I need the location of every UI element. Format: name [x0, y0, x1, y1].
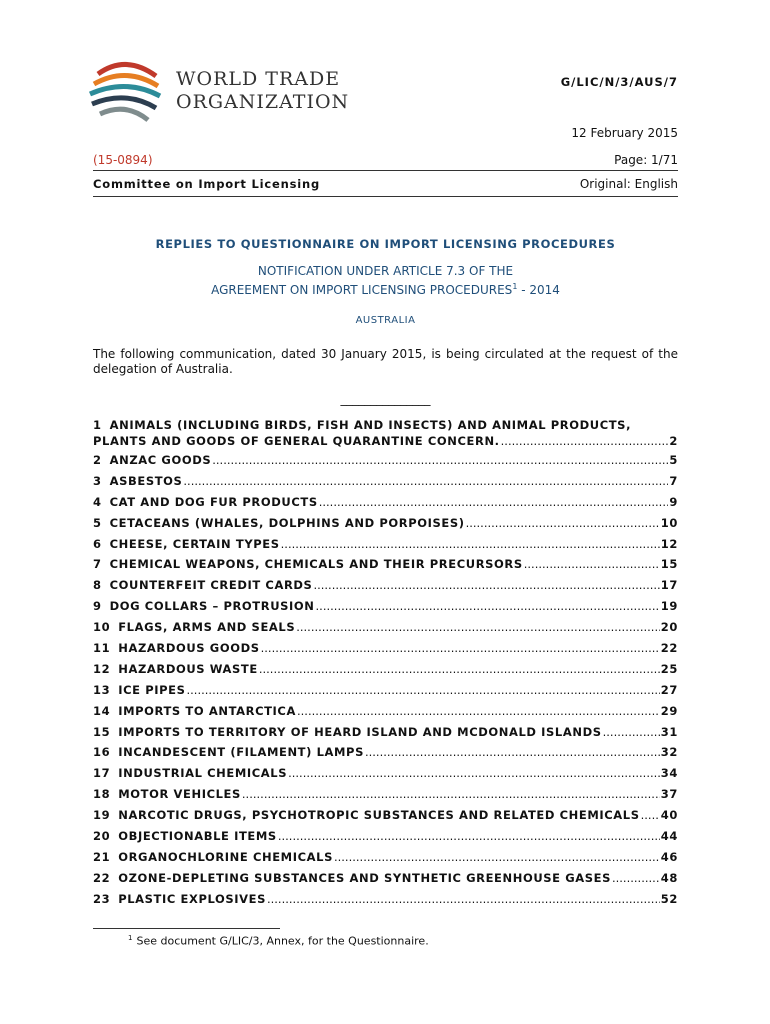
- toc-item[interactable]: [93, 418, 678, 453]
- toc-leader-dots: [641, 808, 660, 822]
- toc-item-page: 44: [660, 829, 678, 844]
- footnote: [128, 934, 429, 948]
- toc-item-page: 9: [669, 494, 678, 509]
- subtitle-year: - 2014: [517, 283, 560, 297]
- toc-item-label: COUNTERFEIT CREDIT CARDS: [109, 578, 313, 593]
- toc-leader-dots: [261, 641, 660, 655]
- org-name-line2: ORGANIZATION: [176, 91, 350, 113]
- toc-leader-dots: [296, 620, 660, 634]
- toc-item-page: 29: [660, 703, 678, 718]
- intro-paragraph: The following communication, dated 30 January 2015, is being circulated at the request of the delegation of Australia.: [93, 347, 678, 376]
- toc-item-label: INDUSTRIAL CHEMICALS: [118, 766, 288, 781]
- toc-item-number: 5: [93, 515, 102, 530]
- toc-item-page: 37: [660, 787, 678, 802]
- toc-item-label: PLASTIC EXPLOSIVES: [118, 891, 266, 906]
- wto-logo: [86, 60, 350, 130]
- subtitle-line2-text: AGREEMENT ON IMPORT LICENSING PROCEDURES: [211, 283, 513, 297]
- original-language: Original: English: [579, 177, 678, 191]
- toc-leader-dots: [267, 892, 660, 906]
- toc-item[interactable]: [93, 578, 678, 599]
- toc-item-label: NARCOTIC DRUGS, PSYCHOTROPIC SUBSTANCES AND RELATED CHEMICALS: [118, 808, 640, 823]
- toc-item[interactable]: [93, 516, 678, 537]
- toc-item-number: 9: [93, 599, 102, 614]
- toc-item-label: OZONE-DEPLETING SUBSTANCES AND SYNTHETIC GREENHOUSE GASES: [118, 870, 611, 885]
- footnote-text: See document G/LIC/3, Annex, for the Questionnaire.: [136, 934, 429, 948]
- toc-leader-dots: [278, 829, 660, 843]
- toc-item-page: 52: [660, 891, 678, 906]
- toc-item[interactable]: [93, 892, 678, 913]
- toc-item-label: ICE PIPES: [118, 682, 186, 697]
- toc-item-number: 15: [93, 724, 111, 739]
- toc-item-number: 10: [93, 620, 111, 635]
- toc-item-page: 10: [660, 515, 678, 530]
- toc-item-label: CAT AND DOG FUR PRODUCTS: [109, 494, 318, 509]
- toc-item[interactable]: [93, 704, 678, 725]
- subtitle-line1: NOTIFICATION UNDER ARTICLE 7.3 OF THE: [257, 264, 514, 278]
- header-divider-lower: [93, 196, 678, 197]
- toc-item[interactable]: [93, 725, 678, 746]
- toc-item-number: 13: [93, 682, 111, 697]
- toc-item-page: 48: [660, 870, 678, 885]
- toc-item-number: 21: [93, 849, 111, 864]
- toc-item-number: 3: [93, 473, 102, 488]
- toc-item[interactable]: [93, 808, 678, 829]
- toc-item-page: 17: [660, 578, 678, 593]
- toc-item-number: 11: [93, 641, 111, 656]
- toc-item-number: 2: [93, 453, 102, 467]
- toc-item-number: 4: [93, 494, 102, 509]
- toc-item-label: HAZARDOUS WASTE: [118, 661, 258, 676]
- toc-item-label: IMPORTS TO ANTARCTICA: [118, 703, 296, 718]
- toc-item-page: 22: [660, 641, 678, 656]
- toc-leader-dots: [186, 683, 659, 697]
- toc-item-label: ANZAC GOODS: [109, 453, 212, 467]
- toc-item-label: MOTOR VEHICLES: [118, 787, 241, 802]
- toc-item[interactable]: [93, 787, 678, 808]
- subtitle-line2: [93, 279, 678, 298]
- toc-item-number: 6: [93, 536, 102, 551]
- toc-item[interactable]: [93, 537, 678, 558]
- toc-item-label: CHEESE, CERTAIN TYPES: [109, 536, 280, 551]
- toc-leader-dots: [242, 787, 660, 801]
- toc-leader-dots: [281, 537, 660, 551]
- toc-item-page: 40: [660, 808, 678, 823]
- toc-item-number: 8: [93, 578, 102, 593]
- toc-item-number: 17: [93, 766, 111, 781]
- organization-name: [176, 68, 349, 114]
- toc-item-page: 34: [660, 766, 678, 781]
- toc-item-number: 14: [93, 703, 111, 718]
- toc-item[interactable]: [93, 829, 678, 850]
- toc-item-label: IMPORTS TO TERRITORY OF HEARD ISLAND AND MCDONALD ISLANDS: [118, 724, 602, 739]
- table-of-contents: [93, 418, 678, 913]
- toc-item[interactable]: [93, 850, 678, 871]
- toc-item-number: 7: [93, 557, 102, 572]
- wto-emblem-icon: [86, 60, 166, 130]
- toc-item-number: 22: [93, 870, 111, 885]
- toc-leader-dots: [259, 662, 660, 676]
- toc-item[interactable]: [93, 766, 678, 787]
- toc-item-label: ANIMALS (INCLUDING BIRDS, FISH AND INSECTS) AND ANIMAL PRODUCTS,: [109, 418, 632, 432]
- toc-item-label: FLAGS, ARMS AND SEALS: [118, 620, 296, 635]
- toc-item-page: 46: [660, 849, 678, 864]
- toc-item-number: 19: [93, 808, 111, 823]
- toc-leader-dots: [183, 474, 668, 488]
- footnote-divider: [93, 928, 280, 929]
- page-info: Page: 1/71: [614, 153, 678, 167]
- toc-item-page: 31: [660, 724, 678, 739]
- country-name: AUSTRALIA: [355, 315, 416, 326]
- footnote-reference[interactable]: 1: [512, 282, 518, 291]
- toc-item[interactable]: [93, 474, 678, 495]
- committee-name: Committee on Import Licensing: [93, 177, 320, 191]
- toc-item-number: 18: [93, 787, 111, 802]
- toc-item[interactable]: [93, 453, 678, 474]
- toc-item-page: 12: [660, 536, 678, 551]
- toc-item[interactable]: [93, 871, 678, 892]
- toc-item[interactable]: [93, 557, 678, 578]
- document-date: 12 February 2015: [571, 126, 678, 140]
- toc-item-page: 20: [660, 620, 678, 635]
- toc-leader-dots: [334, 850, 660, 864]
- toc-list: [93, 453, 678, 913]
- toc-item-label: OBJECTIONABLE ITEMS: [118, 829, 277, 844]
- toc-item-page: 27: [660, 682, 678, 697]
- toc-item[interactable]: [93, 599, 678, 620]
- toc-item-page: 2: [669, 434, 678, 448]
- document-subtitle: [93, 264, 678, 298]
- toc-item[interactable]: [93, 683, 678, 704]
- toc-leader-dots: [316, 599, 660, 613]
- toc-item-label: CHEMICAL WEAPONS, CHEMICALS AND THEIR PRECURSORS: [109, 557, 523, 572]
- toc-item[interactable]: [93, 662, 678, 683]
- toc-leader-dots: [319, 495, 669, 509]
- toc-item[interactable]: [93, 620, 678, 641]
- toc-leader-dots: [501, 434, 669, 448]
- document-title: REPLIES TO QUESTIONNAIRE ON IMPORT LICENSING PROCEDURES: [155, 237, 616, 251]
- toc-item-label-continued: PLANTS AND GOODS OF GENERAL QUARANTINE CONCERN.: [93, 434, 500, 448]
- toc-item-page: 7: [669, 473, 678, 488]
- toc-leader-dots: [365, 745, 660, 759]
- section-separator: _______________: [340, 392, 431, 406]
- toc-item-number: 23: [93, 891, 111, 906]
- toc-leader-dots: [524, 557, 660, 571]
- toc-leader-dots: [612, 871, 660, 885]
- toc-item-page: 19: [660, 599, 678, 614]
- toc-item-page: 5: [669, 453, 678, 467]
- toc-leader-dots: [212, 453, 668, 467]
- toc-item-label: CETACEANS (WHALES, DOLPHINS AND PORPOISES): [109, 515, 465, 530]
- toc-item-label: HAZARDOUS GOODS: [118, 641, 260, 656]
- toc-item[interactable]: [93, 745, 678, 766]
- job-number: (15-0894): [93, 153, 153, 167]
- toc-item-label: INCANDESCENT (FILAMENT) LAMPS: [118, 745, 364, 760]
- toc-item-number: 20: [93, 829, 111, 844]
- toc-leader-dots: [466, 516, 660, 530]
- toc-item[interactable]: [93, 495, 678, 516]
- org-name-line1: WORLD TRADE: [176, 68, 341, 90]
- toc-item-number: 1: [93, 418, 102, 432]
- toc-item-label: DOG COLLARS – PROTRUSION: [109, 599, 315, 614]
- toc-leader-dots: [313, 578, 659, 592]
- toc-item-label: ORGANOCHLORINE CHEMICALS: [118, 849, 333, 864]
- toc-leader-dots: [288, 766, 660, 780]
- toc-item-page: 32: [660, 745, 678, 760]
- document-symbol: G/LIC/N/3/AUS/7: [560, 75, 678, 89]
- footnote-marker: 1: [128, 934, 133, 942]
- header-divider: [93, 170, 678, 171]
- toc-item-label: ASBESTOS: [109, 473, 183, 488]
- toc-item-number: 12: [93, 661, 111, 676]
- toc-leader-dots: [603, 725, 660, 739]
- toc-item-number: 16: [93, 745, 111, 760]
- toc-leader-dots: [297, 704, 660, 718]
- toc-item[interactable]: [93, 641, 678, 662]
- toc-item-page: 25: [660, 661, 678, 676]
- toc-item-page: 15: [660, 557, 678, 572]
